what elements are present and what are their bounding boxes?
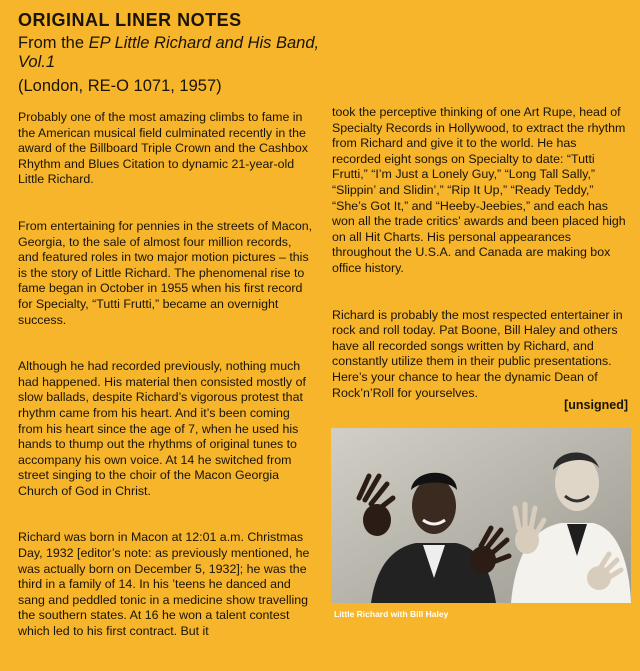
catalog-number: (London, RE-O 1071, 1957)	[18, 77, 222, 95]
subtitle-prefix: From the	[18, 34, 89, 52]
subtitle-ep-title: EP Little Richard and His Band, Vol.1	[18, 34, 320, 71]
subtitle	[18, 34, 328, 72]
photo-caption: Little Richard with Bill Haley	[334, 609, 449, 619]
paragraph: From entertaining for pennies in the streets of Macon, Georgia, to the sale of almost four million records, and featured roles in two major motion pictures – this is the story of Little Richard. The phenomenal rise to fame began in October in 1955 when his first record for Specialty, “Tutti Frutti,” became an overnight success.	[18, 218, 313, 327]
paragraph: took the perceptive thinking of one Art Rupe, head of Specialty Records in Hollywood, to extract the rhythm from Richard and give it to the world. He has recorded eight songs on Specialty to date: “Tutti Frutti,” “I’m Just a Lonely Guy,” “Long Tall Sally,” “Slippin’ and Slidin’,” “Rip It Up,” “Ready Teddy,” “She’s Got It,” and “Heeby-Jeebies,” and each has won all the trade critics’ awards and been placed high on all Hit Charts. His personal appearances throughout the U.S.A. and Canada are making box office history.	[332, 105, 626, 275]
paragraph: Although he had recorded previously, nothing much had happened. His material then consisted mostly of slow ballads, despite Richard’s vigorous protest that rhythm came from his heart. And it’s been coming from his heart since the age of 7, when he used his hands to thump out the rhythms of original tunes to accompany his own voice. At 14 he switched from street singing to the choir of the Macon Georgia Church of God in Christ.	[18, 359, 306, 498]
right-column	[332, 105, 628, 432]
paragraph: Probably one of the most amazing climbs to fame in the American musical field culminated recently in the award of the Billboard Triple Crown and the Cashbox Rhythm and Blues Citation to dynamic 21-year-old Little Richard.	[18, 110, 308, 187]
signature: [unsigned]	[564, 398, 628, 412]
paragraph: Richard was born in Macon at 12:01 a.m. Christmas Day, 1932 [editor’s note: as previously mentioned, he was actually born on December 5, 1932]; he was the third in a family of 14. In his ’teens he danced and sang and peddled tonic in a medicine show travelling the southern states. At 16 he won a talent contest which led to his first contract. But it	[18, 530, 310, 639]
photo-little-richard-bill-haley	[331, 428, 631, 603]
paragraph: Richard is probably the most respected entertainer in rock and roll today. Pat Boone, Bill Haley and others have all recorded songs written by Richard, and constantly utilize them in their public presentations. Here’s your chance to hear the dynamic Dean of Rock’n’Roll for yourselves.	[332, 307, 623, 400]
page-heading: ORIGINAL LINER NOTES	[18, 10, 242, 30]
left-column	[18, 110, 314, 671]
photo-illustration	[331, 428, 631, 603]
